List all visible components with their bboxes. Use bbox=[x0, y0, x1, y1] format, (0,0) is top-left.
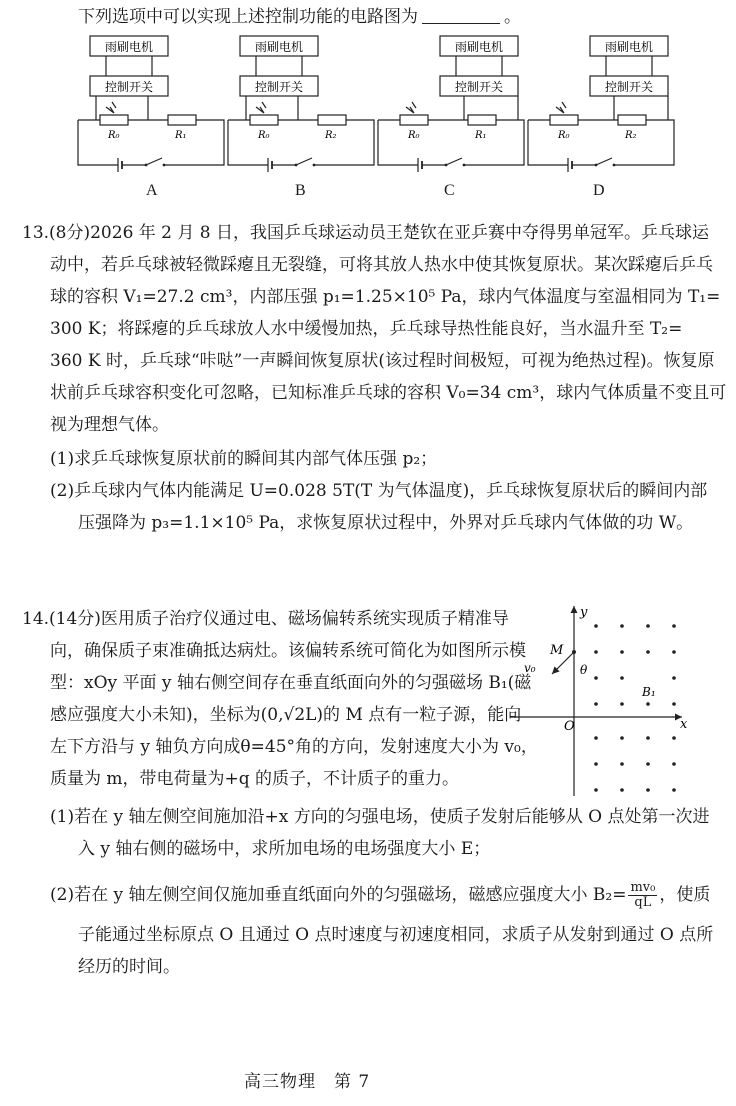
r0-label: R₀ bbox=[558, 130, 570, 141]
r0-label: R₀ bbox=[108, 130, 120, 141]
field-dot bbox=[672, 702, 676, 706]
switch-label: 控制开关 bbox=[604, 80, 654, 94]
field-dot bbox=[672, 762, 676, 766]
q14-sub-2b: 子能通过坐标原点 O 且通过 O 点时速度与初速度相同，求质子从发射到通过 O 点所 bbox=[78, 925, 714, 945]
field-dot bbox=[646, 624, 650, 628]
light-arrow-icon bbox=[256, 102, 266, 113]
light-arrow-icon bbox=[106, 102, 116, 113]
q13-line-6: 状前乒乓球容积变化可忽略，已知标准乒乓球的容积 V₀=34 cm³，球内气体质量不变且可 bbox=[50, 383, 727, 403]
option-A-label[interactable]: A bbox=[146, 182, 158, 199]
q14-line-2: 向，确保质子束准确抵达病灶。该偏转系统可简化为如图所示模 bbox=[50, 641, 526, 661]
q14-line-5: 左下方沿与 y 轴负方向成θ=45°角的方向，发射速度大小为 v₀， bbox=[50, 737, 538, 757]
q13-line-2: 动中，若乒乓球被轻微踩瘪且无裂缝，可将其放人热水中使其恢复原状。某次踩瘪后乒乓 bbox=[50, 255, 713, 275]
option-C-label[interactable]: C bbox=[444, 182, 455, 199]
switch-label: 控制开关 bbox=[454, 80, 504, 94]
theta-label: θ bbox=[580, 663, 588, 677]
motor-label: 雨刷电机 bbox=[454, 40, 504, 54]
q13-line-3: 球的容积 V₁=27.2 cm³，内部压强 p₁=1.25×10⁵ Pa，球内气体温度与室温相同为 T₁= bbox=[50, 287, 721, 307]
q12-stem: 下列选项中可以实现上述控制功能的电路图为 。 bbox=[78, 7, 521, 27]
field-dot bbox=[620, 788, 624, 792]
field-dot bbox=[620, 736, 624, 740]
switch-label: 控制开关 bbox=[104, 80, 154, 94]
field-dot bbox=[620, 762, 624, 766]
x-axis-label: x bbox=[680, 717, 688, 732]
r0-label: R₀ bbox=[408, 130, 420, 141]
q14-line-3: 型：xOy 平面 y 轴右侧空间存在垂直纸面向外的匀强磁场 B₁(磁 bbox=[50, 673, 532, 693]
y-axis-label: y bbox=[580, 605, 588, 620]
fraction-mv0-qL: $\frac{\text{mv₀}}{qL}$ bbox=[630, 880, 656, 910]
option-D-label[interactable]: D bbox=[593, 182, 605, 199]
field-dot bbox=[620, 650, 624, 654]
q13-line-7: 视为理想气体。 bbox=[50, 415, 169, 435]
field-dot bbox=[594, 676, 598, 680]
field-dot bbox=[646, 650, 650, 654]
magnetic-field-dots bbox=[594, 624, 676, 792]
r1-label: R₁ bbox=[175, 130, 187, 141]
field-dot bbox=[672, 676, 676, 680]
r2-label: R₂ bbox=[325, 130, 337, 141]
q14-line-6: 质量为 m，带电荷量为+q 的质子，不计质子的重力。 bbox=[50, 769, 460, 789]
field-dot bbox=[672, 624, 676, 628]
light-arrow-icon bbox=[406, 102, 416, 113]
q14-sub-2c: 经历的时间。 bbox=[78, 957, 180, 977]
option-B-label[interactable]: B bbox=[295, 182, 306, 199]
q14-line-1: 14.(14分)医用质子治疗仪通过电、磁场偏转系统实现质子精准导 bbox=[22, 609, 509, 629]
field-dot bbox=[620, 702, 624, 706]
field-dot bbox=[646, 702, 650, 706]
field-dot bbox=[594, 624, 598, 628]
field-dot bbox=[620, 676, 624, 680]
q14-sub-1b: 入 y 轴右侧的磁场中，求所加电场的电场强度大小 E； bbox=[78, 839, 491, 859]
switch-label: 控制开关 bbox=[254, 80, 304, 94]
point-M-label: M bbox=[550, 643, 564, 658]
resistor-r1 bbox=[168, 115, 196, 125]
photoresistor-r0 bbox=[100, 115, 128, 125]
motor-label: 雨刷电机 bbox=[254, 40, 304, 54]
page-footer: 高三物理 第 7 bbox=[244, 1072, 371, 1092]
origin-label: O bbox=[564, 719, 575, 734]
field-dot bbox=[672, 650, 676, 654]
field-dot bbox=[672, 788, 676, 792]
field-dot bbox=[646, 736, 650, 740]
q14-sub-2a: (2)若在 y 轴左侧空间仅施加垂直纸面向外的匀强磁场，磁感应强度大小 B₂= $\frac{\text{mv₀}}{qL}$ ，使质 bbox=[50, 880, 711, 910]
q13-line-1: 13.(8分)2026 年 2 月 8 日，我国乒乓球运动员王楚钦在亚乒赛中夺得男单冠军。乒乓球运 bbox=[22, 223, 710, 243]
r0-label: R₀ bbox=[258, 130, 270, 141]
field-dot bbox=[646, 762, 650, 766]
v0-label: v₀ bbox=[524, 661, 536, 675]
circuit-D bbox=[526, 34, 706, 174]
r2-label: R₂ bbox=[625, 130, 637, 141]
q13-sub-2b: 压强降为 p₃=1.1×10⁵ Pa，求恢复原状过程中，外界对乒乓球内气体做的功 W。 bbox=[78, 513, 694, 533]
field-dot bbox=[594, 702, 598, 706]
field-dot bbox=[594, 788, 598, 792]
field-dot bbox=[594, 762, 598, 766]
q14-sub-1a: (1)若在 y 轴左侧空间施加沿+x 方向的匀强电场，使质子发射后能够从 O 点处第一次进 bbox=[50, 807, 710, 827]
light-arrow-icon bbox=[556, 102, 566, 113]
field-dot bbox=[620, 624, 624, 628]
q14-figure bbox=[506, 600, 692, 800]
r1-label: R₁ bbox=[475, 130, 487, 141]
q13-line-5: 360 K 时，乒乓球“咔哒”一声瞬间恢复原状(该过程时间极短，可视为绝热过程)。恢复原 bbox=[50, 351, 715, 371]
q13-line-4: 300 K；将踩瘪的乒乓球放人水中缓慢加热，乒乓球导热性能良好，当水温升至 T₂= bbox=[50, 319, 683, 339]
field-dot bbox=[646, 788, 650, 792]
motor-label: 雨刷电机 bbox=[604, 40, 654, 54]
field-dot bbox=[594, 736, 598, 740]
q14-line-4: 感应强度大小未知)，坐标为(0,√2L)的 M 点有一粒子源，能向 bbox=[50, 705, 522, 725]
answer-blank[interactable] bbox=[422, 7, 500, 24]
field-dot bbox=[594, 650, 598, 654]
motor-label: 雨刷电机 bbox=[104, 40, 154, 54]
field-dot bbox=[672, 736, 676, 740]
q13-sub-1: (1)求乒乓球恢复原状前的瞬间其内部气体压强 p₂； bbox=[50, 449, 438, 469]
B1-label: B₁ bbox=[642, 685, 656, 699]
q13-sub-2a: (2)乒乓球内气体内能满足 U=0.028 5T(T 为气体温度)，乒乓球恢复原状后的瞬间内部 bbox=[50, 481, 708, 501]
